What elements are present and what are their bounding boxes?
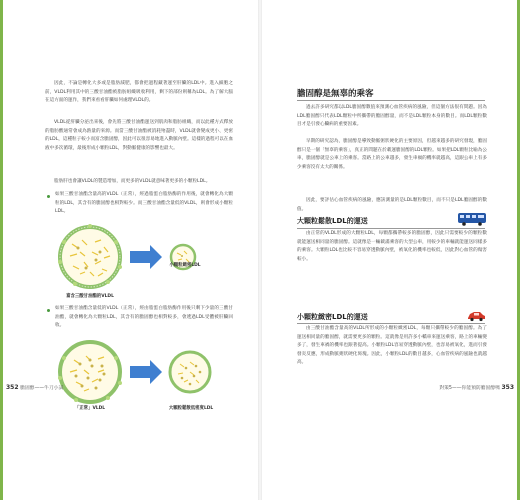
bus-icon <box>457 212 487 226</box>
bullet-icon <box>47 195 50 198</box>
car-icon <box>466 310 486 322</box>
subsection-title: 小顆粒緻密LDL的運送 <box>297 313 368 321</box>
subsection-rule <box>297 323 485 324</box>
arrow-icon <box>130 245 162 269</box>
bullet-icon <box>47 309 50 312</box>
paragraph: 因此，要評估心血管疾病的風險，應該測量的是LDL顆粒數目，而不只是LDL膽固醇的數值。 <box>297 198 487 212</box>
arrow-icon <box>130 360 162 384</box>
ldl-particle-large-buoyant <box>170 352 210 392</box>
right-page <box>260 0 520 500</box>
vldl-particle-large <box>58 224 122 287</box>
figure-caption: 「正常」VLDL <box>74 406 106 411</box>
bullet-text: 如果三酸甘油酯含量高的VLDL（正常），經過脂蛋白脂肪酶的作用後，就會轉化為大顆粒的LDL，其含有的膽固醇也相對較少。而三酸甘油酯含量低的VLDL，則會形成小顆粒LDL。 <box>55 192 233 214</box>
running-title: 膽固醇——牛刀小試 <box>20 386 64 391</box>
running-title: 對策5——你能預防膽固醇嗎 <box>439 386 500 391</box>
vldl-figure-1 <box>0 222 260 292</box>
vldl-figure-2 <box>0 336 260 408</box>
section-rule <box>297 100 485 101</box>
figure-caption: 大顆粒鬆散低密度LDL <box>168 406 214 411</box>
figure-caption: 富含三酸甘油酯的VLDL <box>66 294 114 299</box>
paragraph: 過去許多研究都以LDL膽固醇數值來預測心血管疾病的風險，但這個方法很有問題。因為LDL膽固醇只代表LDL顆粒中所攜帶的膽固醇量，而不是LDL顆粒本身的數目。而LDL顆粒數目才是引發心臟病的重要因素。 <box>297 105 487 127</box>
paragraph: VLDL從肝臟分泌出來後，會先將三酸甘油酯運送到肌肉和脂肪組織，而以此種方式釋放的脂肪酸通常會成為熱量的來源。而當三酸甘油酯被消耗殆盡時，VLDL就會變成更小、更密的LDL，這種粒子較小而富含膽固醇，因此可以很容易地進入動脈內壁。這樣的過程可以在血液中多次循環，最後形成小顆粒LDL，對動脈健康的影響也最大。 <box>45 120 233 151</box>
paragraph: 早期的研究認為，膽固醇是導致動脈粥狀硬化的主要原因，但越來越多的研究發現，膽固醇只是一個「無辜的乘客」，真正的問題在於載運膽固醇的LDL顆粒。如果把LDL顆粒比喻為公車，膽固醇就是公車上的乘客。當路上的公車越多，發生車禍的機率就越高，這跟公車上有多少乘客沒有太大的關係。 <box>297 139 487 170</box>
vldl-particle-normal <box>58 342 122 402</box>
paragraph: 因此，不論是轉化大多或是脂肪減肥，都會把過程藏著運至肝臟的LDL中。進入細胞之前，VLDL利用其中的三酸甘油酯被脂肪組織吸收利用，剩下的部份則稱為LDL。為了解大腦在這方面的運作，我們來看看肝臟如何處理VLDL的。 <box>45 81 233 103</box>
figure-caption: 小顆粒緻密LDL <box>169 263 201 268</box>
section-title: 膽固醇是無辜的乘客 <box>297 89 374 99</box>
paragraph: 脂肪肝也會讓VLDL的製造增加，而更多的VLDL就意味著更多的小顆粒LDL。 <box>54 179 211 184</box>
bullet-text: 如果三酸甘油酯含量低的VLDL（正常），經由脂蛋白脂肪酶作用後只剩下少量的三酸甘油酯，就會轉化為大顆粒LDL，其含有的膽固醇也相對較多，會透過LDL受體被肝臟回收。 <box>55 306 233 328</box>
right-footer <box>439 384 514 391</box>
subsection-title: 大顆粒鬆散LDL的運送 <box>297 217 368 225</box>
book-gutter <box>258 0 262 500</box>
left-footer <box>6 384 63 391</box>
paragraph: 由正常的VLDL形成的大顆粒LDL，每顆都攜帶較多的膽固醇，因此只需要較少的顆粒數就能運送相同量的膽固醇。這就像是一輛載滿乘客的大型公車，用較少的車輛就能運送同樣多的乘客。大顆粒LDL也比較不容易穿透動脈內壁，被氧化的機率也較低，因此對心血管的傷害較小。 <box>297 231 487 262</box>
page-number: 352 <box>6 384 19 391</box>
page-number: 353 <box>501 384 514 391</box>
paragraph: 由三酸甘油酯含量高的VLDL所形成的小顆粒緻密LDL，每顆只攜帶較少的膽固醇。為了運送相同量的膽固醇，就需要更多的顆粒。這就像是用許多小轎車來運送乘客，路上的車輛變多了，發生車禍的機率也跟著提高。小顆粒LDL容易穿透動脈內壁，也容易被氧化，進而引發發炎反應，形成動脈粥狀硬化斑塊。因此，小顆粒LDL的數目越多，心血管疾病的風險也就越高。 <box>297 326 487 365</box>
subsection-rule <box>297 228 485 229</box>
